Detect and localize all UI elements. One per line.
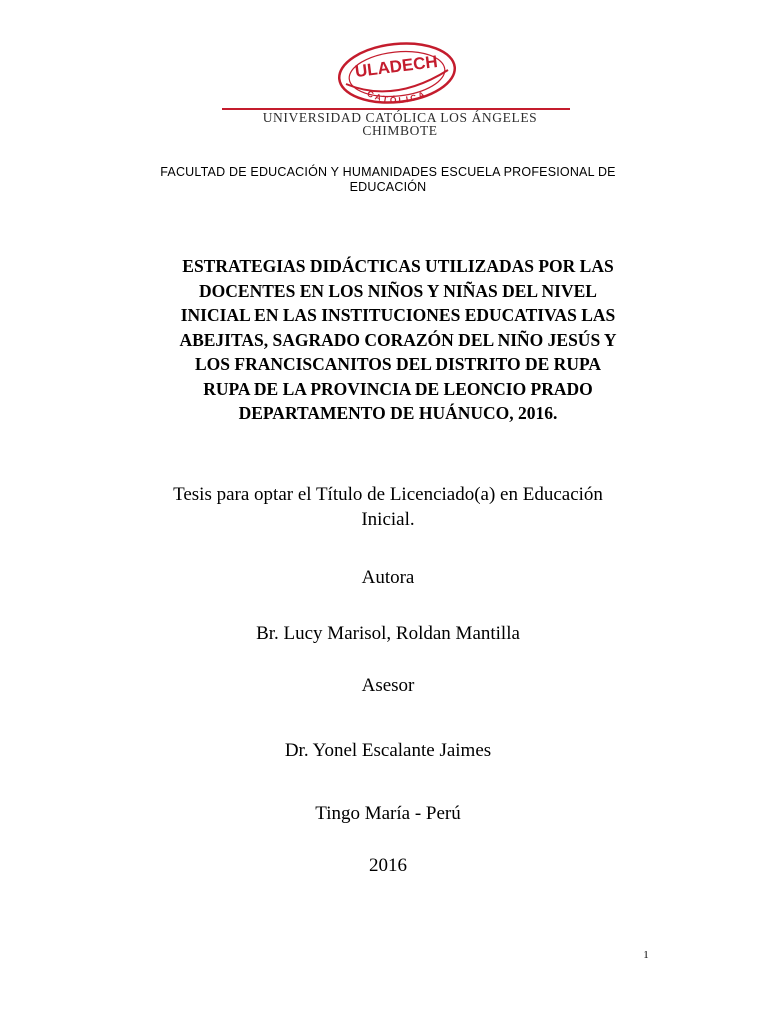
thesis-title xyxy=(120,254,676,426)
faculty-line: EDUCACIÓN xyxy=(349,180,427,194)
title-line: DOCENTES EN LOS NIÑOS Y NIÑAS DEL NIVEL xyxy=(199,280,597,301)
logo-brand-text: ULADECH xyxy=(353,52,439,82)
location: Tingo María - Perú xyxy=(315,803,461,824)
title-line: RUPA DE LA PROVINCIA DE LEONCIO PRADO xyxy=(203,378,593,399)
title-line: INICIAL EN LAS INSTITUCIONES EDUCATIVAS LAS xyxy=(180,305,616,325)
degree-line: Inicial. xyxy=(361,509,415,530)
faculty-heading xyxy=(100,165,676,195)
page-number: 1 xyxy=(643,949,649,961)
author-label: Autora xyxy=(361,567,415,588)
title-line: ESTRATEGIAS DIDÁCTICAS UTILIZADAS POR LAS xyxy=(182,256,614,276)
uladech-logo xyxy=(336,40,458,110)
title-line: DEPARTAMENTO DE HUÁNUCO, 2016. xyxy=(238,403,558,423)
title-line: ABEJITAS, SAGRADO CORAZÓN DEL NIÑO JESÚS Y xyxy=(179,329,617,350)
author-name: Br. Lucy Marisol, Roldan Mantilla xyxy=(256,623,520,644)
degree-statement xyxy=(100,482,676,532)
university-city: CHIMBOTE xyxy=(362,123,438,138)
university-name: UNIVERSIDAD CATÓLICA LOS ÁNGELES xyxy=(262,110,538,125)
degree-line: Tesis para optar el Título de Licenciado(a) en Educación xyxy=(173,484,603,505)
advisor-label: Asesor xyxy=(361,675,415,696)
faculty-line: FACULTAD DE EDUCACIÓN Y HUMANIDADES ESCUELA PROFESIONAL DE xyxy=(160,165,616,179)
logo-sub-text: CATÓLICA xyxy=(365,88,429,106)
year: 2016 xyxy=(369,855,407,876)
advisor-name: Dr. Yonel Escalante Jaimes xyxy=(284,740,492,761)
title-line: LOS FRANCISCANITOS DEL DISTRITO DE RUPA xyxy=(194,354,601,374)
